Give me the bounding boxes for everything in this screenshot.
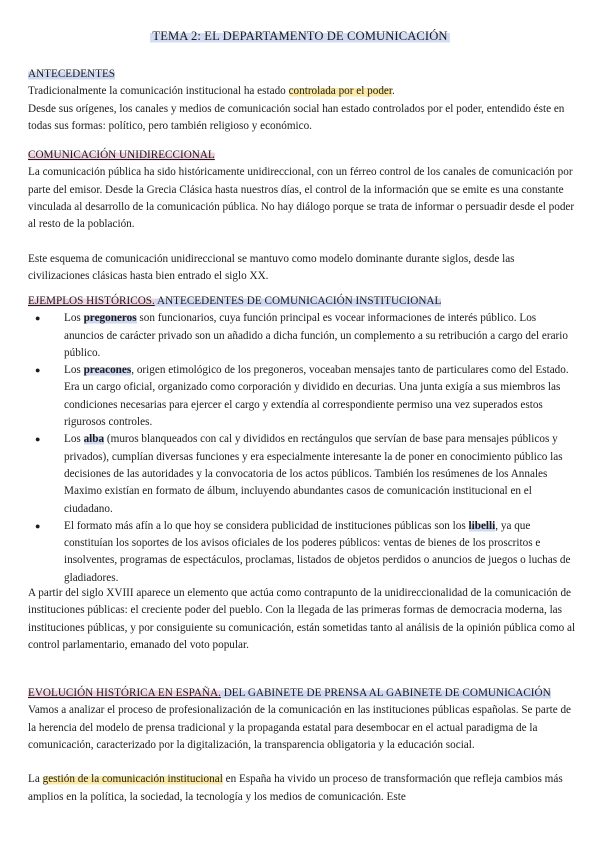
term-preacones: preacones <box>83 364 132 377</box>
document-title-text: TEMA 2: EL DEPARTAMENTO DE COMUNICACIÓN <box>152 29 448 43</box>
siglo-xviii-paragraph: A partir del siglo XVIII aparece un elemento que actúa como contrapunto de la unidireccionalidad de la comunicación de instituciones públicas: el creciente poder del pueblo. Con la llegada de las primeras formas de democracia moderna, las instituciones públicas, y por consiguiente su comunicación, están sometidas tanto al análisis de la opinión pública como al control parlamentario, emanado del voto popular. <box>28 587 576 651</box>
section-unidireccional <box>28 147 576 285</box>
heading-unidireccional: COMUNICACIÓN UNIDIRECCIONAL <box>28 149 215 161</box>
term-libelli: libelli <box>468 519 496 532</box>
section-evolucion <box>28 685 576 806</box>
section-siglo-xviii <box>28 585 576 654</box>
antecedentes-paragraph: Desde sus orígenes, los canales y medios de comunicación social han estado controlados por el poder, entendido éste en todas sus formas: político, pero también religioso y económico. <box>28 102 565 132</box>
document-title <box>0 29 600 44</box>
unidireccional-paragraph-2: Este esquema de comunicación unidireccional se mantuvo como modelo dominante durante siglos, desde las civilizaciones clásicas hasta bien entrado el siglo XX. <box>28 252 515 283</box>
antecedentes-line1: Tradicionalmente la comunicación institucional ha estado controlada por el poder. <box>28 85 395 98</box>
highlight-gestion: gestión de la comunicación institucional <box>42 773 223 786</box>
list-item: ● El formato más afín a lo que hoy se considera publicidad de instituciones públicas son los libelli, ya que constituían los soportes de los avisos oficiales de los poderes públicos: ventas de bienes de los proscritos e insolventes, programas de espectáculos, proclamas, listados de objetos perdidos o anuncios de juegos o luchas de gladiadores. <box>28 518 576 587</box>
list-item: ● Los pregoneros son funcionarios, cuya función principal es vocear informaciones de interés público. Los anuncios de carácter privado son un añadido a dicha función, un complemento a su retribución a cargo del erario público. <box>28 310 576 362</box>
unidireccional-paragraph-1: La comunicación pública ha sido históricamente unidireccional, con un férreo control de los canales de comunicación por parte del emisor. Desde la Grecia Clásica hasta nuestros días, el control de la información que se emite es una constante vinculada al desarrollo de la comunicación pública. No hay diálogo porque se trata de informar o persuadir desde el poder al resto de la población. <box>28 166 575 231</box>
heading-evolucion-a: EVOLUCIÓN HISTÓRICA EN ESPAÑA. <box>28 687 221 699</box>
section-ejemplos <box>28 293 576 587</box>
list-item: ● Los preacones, origen etimológico de los pregoneros, voceaban mensajes tanto de particulares como del Estado. Era un cargo oficial, organizado como corporación y dividido en decurias. Una junta exigía a sus miembros las condiciones necesarias para ejercer el cargo y extendía al correspondiente permiso una vez superados estos rigurosos controles. <box>28 362 576 431</box>
heading-antecedentes: ANTECEDENTES <box>28 68 116 80</box>
heading-ejemplos-a: EJEMPLOS HISTÓRICOS. <box>28 295 155 307</box>
highlight-controlada: controlada por el poder <box>288 85 393 98</box>
ejemplos-list <box>28 310 576 587</box>
term-pregoneros: pregoneros <box>83 312 137 325</box>
section-antecedentes <box>28 66 576 135</box>
heading-ejemplos-b: ANTECEDENTES DE COMUNICACIÓN INSTITUCIONAL <box>154 295 442 307</box>
heading-evolucion-b: DEL GABINETE DE PRENSA AL GABINETE DE COMUNICACIÓN <box>220 687 551 699</box>
term-alba: alba <box>83 433 105 446</box>
list-item: ● Los alba (muros blanqueados con cal y divididos en rectángulos que servían de base para mensajes públicos y privados), cumplían diversas funciones y era especialmente interesante la de poner en conocimiento público las decisiones de las autoridades y la convocatoria de los actos públicos. También los resúmenes de los Annales Maximo existían en formato de álbum, incluyendo abundantes casos de comunicación institucional en el ciudadano. <box>28 431 576 517</box>
evolucion-last-paragraph: La gestión de la comunicación institucional en España ha vivido un proceso de transformación que refleja cambios más amplios en la política, la sociedad, la tecnología y los medios de comunicación. Este <box>28 773 563 803</box>
evolucion-paragraph: Vamos a analizar el proceso de profesionalización de la comunicación en las instituciones públicas españolas. Se parte de la herencia del modelo de prensa tradicional y la propaganda estatal para desembocar en el actual paradigma de la comunicación, caracterizado por la digitalización, la transparencia obligatoria y la educación social. <box>28 704 572 751</box>
